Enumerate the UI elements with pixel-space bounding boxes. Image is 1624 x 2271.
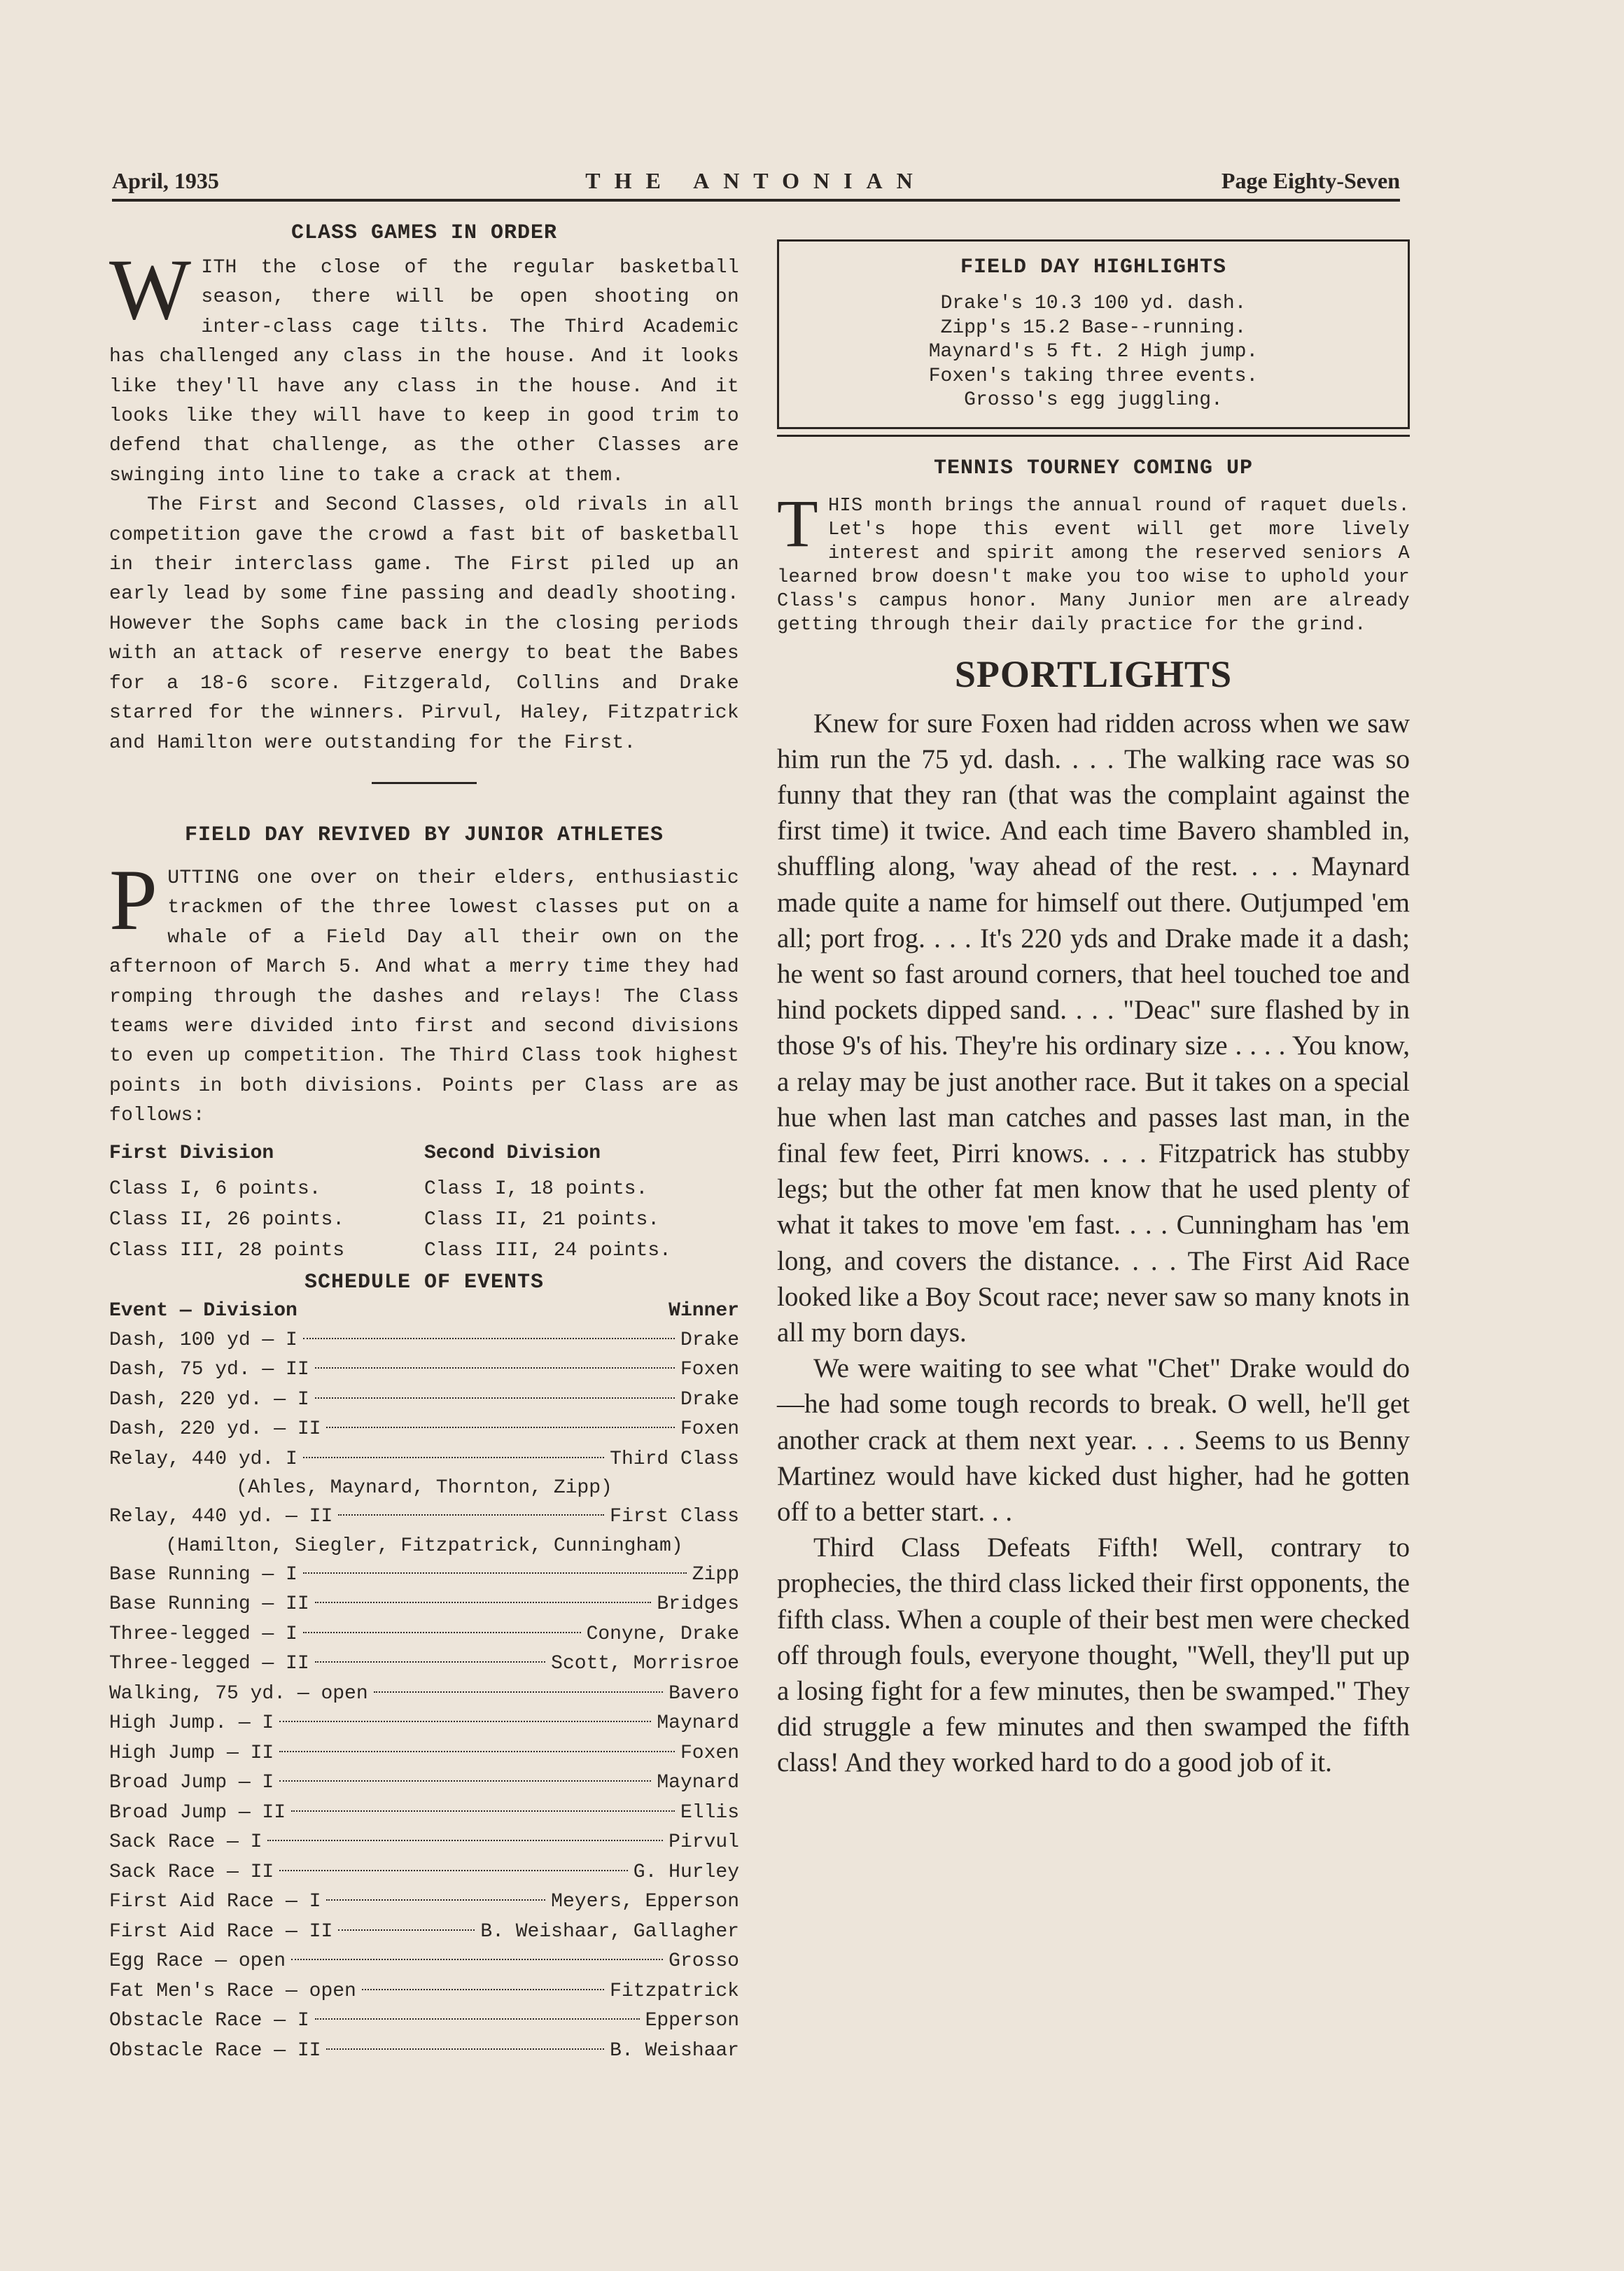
schedule-title: SCHEDULE OF EVENTS xyxy=(304,1270,545,1294)
left-column xyxy=(109,221,739,2066)
highlight-line: Grosso's egg juggling. xyxy=(964,389,1223,411)
event-row xyxy=(109,2036,739,2067)
header-date: April, 1935 xyxy=(112,168,219,193)
event-name: Base Running — I xyxy=(109,1563,298,1586)
running-header xyxy=(112,168,1400,202)
box-bottom-rule xyxy=(777,435,1410,437)
sportlights-paragraph-3: Third Class Defeats Fifth! Well, contrary to prophecies, the third class licked their first opponents, the fifth class. When a couple of their best men were checked off through fouls, everyone thought, "Well, they'll put up a losing fight for a few minutes, then be swamped." They did struggle a few minutes and then swamped the fifth class! And they worked hard to do a good job of it. xyxy=(777,1532,1410,1778)
header-page-number: Page Eighty-Seven xyxy=(1221,168,1400,193)
event-name: Sack Race — II xyxy=(109,1861,274,1883)
event-name: Three-legged — I xyxy=(109,1623,298,1645)
event-winner: Bridges xyxy=(657,1593,739,1616)
event-column-header: Event — Division xyxy=(109,1299,298,1322)
event-winner: Scott, Morrisroe xyxy=(551,1653,739,1675)
tennis-dropcap: T xyxy=(777,485,818,561)
relay-team-names: (Hamilton, Siegler, Fitzpatrick, Cunningham) xyxy=(165,1535,683,1557)
event-winner: Conyne, Drake xyxy=(586,1623,739,1645)
event-winner: B. Weishaar, Gallagher xyxy=(480,1920,739,1943)
second-division-line: Class II, 21 points. xyxy=(424,1208,660,1231)
event-row xyxy=(109,1917,739,1948)
event-winner: Drake xyxy=(680,1329,739,1351)
first-division-heading: First Division xyxy=(109,1142,274,1164)
class-games-title: CLASS GAMES IN ORDER xyxy=(290,221,558,245)
event-winner: Zipp xyxy=(692,1563,739,1586)
event-row xyxy=(109,1768,739,1798)
event-winner: Drake xyxy=(680,1388,739,1411)
first-division-line: Class II, 26 points. xyxy=(109,1208,345,1231)
event-winner: Epperson xyxy=(645,2010,739,2032)
event-row xyxy=(109,1620,739,1650)
event-name: Dash, 100 yd — I xyxy=(109,1329,298,1351)
highlight-line: Zipp's 15.2 Base--running. xyxy=(940,316,1247,339)
class-games-paragraph-1: WITH the close of the regular basketball season, there will be open shooting on inter-class cage tilts. The Third Academic has challenged any class in the house. And it looks like they'll have any class in the house. And it looks like they will have to keep in good trim to defend that challenge, as the other Classes are swinging into line to take a crack at them. xyxy=(109,242,739,487)
field-day-article xyxy=(109,823,739,1266)
second-division-heading: Second Division xyxy=(424,1142,601,1164)
event-name: Obstacle Race — II xyxy=(109,2039,321,2062)
event-winner: B. Weishaar xyxy=(610,2039,739,2062)
event-winner: Foxen xyxy=(680,1359,739,1381)
event-row xyxy=(109,1887,739,1917)
event-name: Broad Jump — II xyxy=(109,1801,286,1824)
division-points xyxy=(109,1143,739,1266)
event-winner: G. Hurley xyxy=(633,1861,739,1883)
event-row xyxy=(109,1355,739,1385)
event-winner: Ellis xyxy=(680,1801,739,1824)
event-row xyxy=(109,1977,739,2007)
sportlights-paragraph-2: We were waiting to see what "Chet" Drake would do—he had some tough records to break. O well, he'll get another crack at them next year. . . . Seems to us Benny Martinez would have kicked dust higher, had he gotten off to a better start. . . xyxy=(777,1353,1410,1527)
event-row xyxy=(109,1326,739,1356)
first-division-line: Class I, 6 points. xyxy=(109,1178,321,1200)
tennis-article xyxy=(777,456,1410,637)
event-winner: Pirvul xyxy=(668,1831,739,1854)
event-row xyxy=(109,2006,739,2036)
event-name: Sack Race — I xyxy=(109,1831,262,1854)
event-winner: Fitzpatrick xyxy=(610,1980,739,2002)
tennis-paragraph: THIS month brings the annual round of raquet duels. Let's hope this event will get more lively interest and spirit among the reserved seniors A learned brow doesn't make you too wise to uphold your Class's campus honor. Many Junior men are already getting through their daily practice for the grind. xyxy=(777,485,1410,636)
event-row xyxy=(109,1502,739,1532)
second-division-line: Class III, 24 points. xyxy=(424,1239,671,1262)
second-division xyxy=(424,1143,739,1266)
schedule-of-events xyxy=(109,1271,739,2067)
field-day-paragraph-1: PUTTING one over on their elders, enthusiastic trackmen of the three lowest classes put on a whale of a Field Day all their own on the afternoon of March 5. And what a merry time they had romping through the dashes and relays! The Class teams were divided into first and second divisions to even up competition. The Third Class took highest points in both divisions. Points per Class are as follows: xyxy=(109,851,739,1127)
winner-column-header: Winner xyxy=(668,1299,739,1322)
event-name: Egg Race — open xyxy=(109,1950,286,1973)
event-name: Dash, 220 yd. — II xyxy=(109,1418,321,1441)
relay-team-names: (Ahles, Maynard, Thornton, Zipp) xyxy=(236,1477,612,1500)
highlights-box xyxy=(777,239,1410,429)
right-column xyxy=(777,221,1410,1781)
highlight-line: Foxen's taking three events. xyxy=(928,365,1259,387)
event-winner: Maynard xyxy=(657,1712,739,1735)
event-name: Three-legged — II xyxy=(109,1653,309,1675)
event-name: Dash, 220 yd. — I xyxy=(109,1388,309,1411)
event-row xyxy=(109,1679,739,1710)
event-winner: Third Class xyxy=(610,1448,739,1470)
event-row xyxy=(109,1445,739,1475)
schedule-column-headers xyxy=(109,1300,739,1322)
event-row xyxy=(109,1709,739,1739)
tennis-title: TENNIS TOURNEY COMING UP xyxy=(933,456,1254,480)
event-name: High Jump. — I xyxy=(109,1712,274,1735)
highlight-line: Maynard's 5 ft. 2 High jump. xyxy=(928,341,1259,363)
header-publication: THE ANTONIAN xyxy=(585,168,927,193)
event-row xyxy=(109,1947,739,1977)
class-games-article xyxy=(109,221,739,758)
event-winner: First Class xyxy=(610,1506,739,1528)
field-day-title: FIELD DAY REVIVED BY JUNIOR ATHLETES xyxy=(184,823,664,847)
event-winner: Maynard xyxy=(657,1772,739,1794)
event-row xyxy=(109,1385,739,1416)
event-name: First Aid Race — I xyxy=(109,1891,321,1913)
event-winner: Bavero xyxy=(668,1682,739,1705)
event-name: Fat Men's Race — open xyxy=(109,1980,356,2002)
event-row xyxy=(109,1649,739,1679)
event-name: Broad Jump — I xyxy=(109,1772,274,1794)
event-name: Base Running — II xyxy=(109,1593,309,1616)
event-name: Obstacle Race — I xyxy=(109,2010,309,2032)
first-division xyxy=(109,1143,424,1266)
event-row xyxy=(109,1828,739,1858)
event-name: Relay, 440 yd. — II xyxy=(109,1506,333,1528)
sportlights-paragraph-1: Knew for sure Foxen had ridden across when we saw him run the 75 yd. dash. . . . The walking race was so funny that they ran (that was the complaint against the first time) it twice. And each time Bavero shambled in, shuffling along, 'way ahead of the rest. . . . Maynard made quite a name for himself out there. Outjumped 'em all; port frog. . . . It's 220 yds and Drake made it a dash; he went so fast around corners, that heel touched toe and hind pockets dipped sand. . . . "Deac" sure flashed by in those 9's of his. They're his ordinary size . . . . You know, a relay may be just another race. But it takes on a special hue when last man catches and passes last man, in the final few feet, Pirri knows. . . . Fitzpatrick has stubby legs; but the other fat men know that he used plenty of what it takes to move 'em fast. . . . Cunningham has 'em long, and covers the distance. . . . The First Aid Race looked like a Boy Scout race; never saw so many knots in all my born days. xyxy=(777,708,1410,1348)
second-division-line: Class I, 18 points. xyxy=(424,1178,648,1200)
event-row xyxy=(109,1590,739,1620)
event-row xyxy=(109,1858,739,1888)
event-row xyxy=(109,1739,739,1769)
sportlights-title: SPORTLIGHTS xyxy=(954,652,1233,695)
event-winner: Foxen xyxy=(680,1418,739,1441)
event-row xyxy=(109,1560,739,1591)
event-name: First Aid Race — II xyxy=(109,1920,333,1943)
sportlights-article xyxy=(777,652,1410,1781)
event-winner: Meyers, Epperson xyxy=(551,1891,739,1913)
highlight-line: Drake's 10.3 100 yd. dash. xyxy=(940,293,1247,314)
event-winner: Foxen xyxy=(680,1742,739,1764)
first-division-line: Class III, 28 points xyxy=(109,1239,345,1262)
class-games-dropcap: W xyxy=(109,242,192,337)
class-games-paragraph-2: The First and Second Classes, old rivals in all competition gave the crowd a fast bit of basketball in their interclass game. The First piled up an early lead by some fine passing and deadly shooting. However the Sophs came back in the closing periods with an attack of reserve energy to beat the Babes for a 18-6 score. Fitzgerald, Collins and Drake starred for the winners. Pirvul, Haley, Fitzpatrick and Hamilton were outstanding for the First. xyxy=(109,494,739,754)
event-name: High Jump — II xyxy=(109,1742,274,1764)
section-divider xyxy=(372,782,477,784)
highlights-title: FIELD DAY HIGHLIGHTS xyxy=(960,256,1227,279)
event-name: Dash, 75 yd. — II xyxy=(109,1359,309,1381)
event-name: Walking, 75 yd. — open xyxy=(109,1682,368,1705)
event-row xyxy=(109,1415,739,1445)
field-day-dropcap: P xyxy=(109,851,158,948)
event-winner: Grosso xyxy=(668,1950,739,1973)
event-row xyxy=(109,1798,739,1829)
event-name: Relay, 440 yd. I xyxy=(109,1448,298,1470)
